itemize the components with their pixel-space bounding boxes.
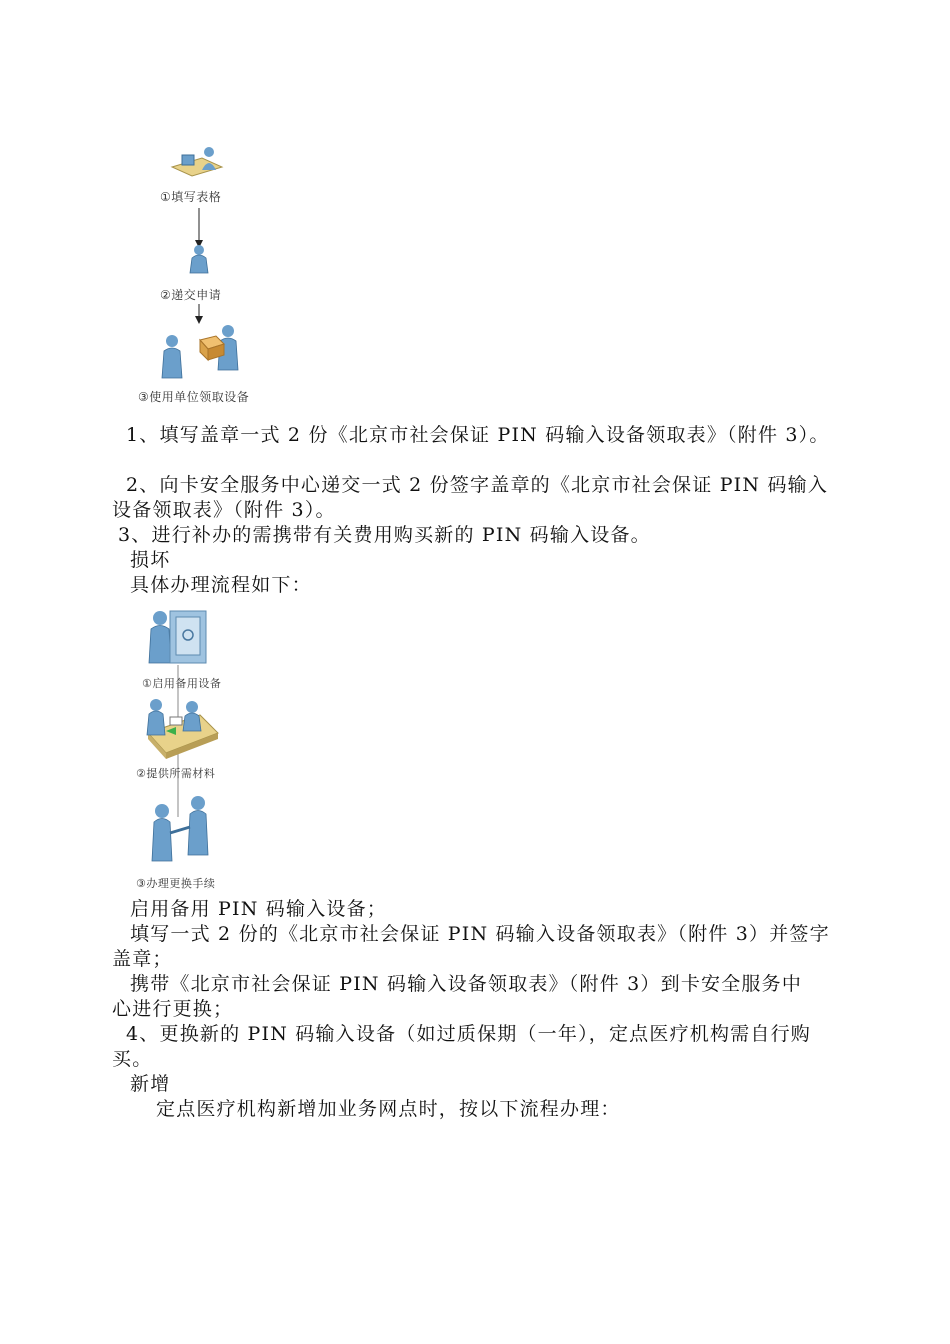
meeting-table-icon <box>147 699 218 759</box>
desk-person-icon <box>172 147 222 176</box>
flow-diagram-2-graphics <box>130 605 280 895</box>
section1-item-3: 3、进行补办的需携带有关费用购买新的 PIN 码输入设备。 <box>118 524 651 546</box>
person-icon <box>190 245 208 273</box>
flow2-step-3: ③办理更换手续 <box>136 877 216 890</box>
flow-diagram-1-graphics <box>130 140 280 410</box>
section2-intro: 具体办理流程如下： <box>130 574 312 596</box>
flow-diagram-2 <box>130 605 280 895</box>
flow1-step-1: ①填写表格 <box>160 190 222 204</box>
flow1-step-3: ③使用单位领取设备 <box>138 390 250 404</box>
section1-item-1: 1、填写盖章一式 2 份《北京市社会保证 PIN 码输入设备领取表》（附件 3）。 <box>126 424 830 446</box>
safe-cabinet-icon <box>149 611 206 663</box>
flow2-step-2: ②提供所需材料 <box>136 767 216 780</box>
section3-heading: 新增 <box>130 1073 171 1095</box>
section2-item-2: 填写一式 2 份的《北京市社会保证 PIN 码输入设备领取表》（附件 3）并签字盖章； <box>112 923 830 970</box>
flow1-step-2: ②递交申请 <box>160 288 222 302</box>
handover-box-icon <box>162 325 238 378</box>
section2-item-1: 启用备用 PIN 码输入设备； <box>130 898 387 920</box>
flow-diagram-1 <box>130 140 280 410</box>
handshake-icon <box>152 796 208 861</box>
section3-intro: 定点医疗机构新增加业务网点时，按以下流程办理： <box>156 1098 621 1120</box>
section1-item-2: 2、向卡安全服务中心递交一式 2 份签字盖章的《北京市社会保证 PIN 码输入设备领取表》（附件 3）。 <box>112 474 829 521</box>
section2-item-3: 携带《北京市社会保证 PIN 码输入设备领取表》（附件 3）到卡安全服务中心进行更换； <box>112 973 803 1020</box>
section2-item-4: 4、更换新的 PIN 码输入设备（如过质保期（一年），定点医疗机构需自行购买。 <box>112 1023 811 1070</box>
flow2-step-1: ①启用备用设备 <box>142 677 222 690</box>
section2-heading: 损坏 <box>130 549 171 571</box>
